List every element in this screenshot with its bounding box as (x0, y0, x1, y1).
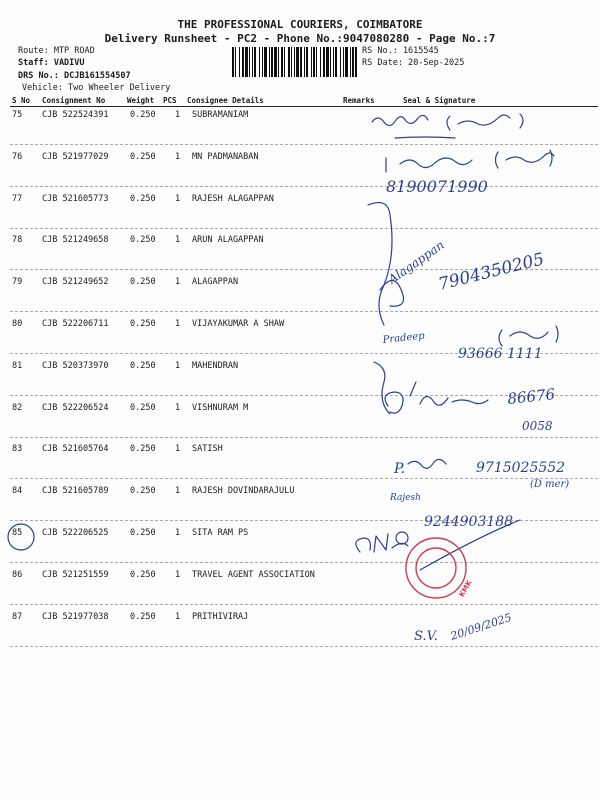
serial-number: 83 (12, 444, 23, 455)
bracket-stroke-77-79 (368, 203, 392, 325)
weight-value: 0.250 (130, 110, 156, 120)
rs-date: RS Date: 20-Sep-2025 (362, 58, 465, 68)
vehicle-label: Vehicle: Two Wheeler Delivery (22, 83, 171, 93)
consignee-name: RAJESH ALAGAPPAN (192, 193, 274, 204)
pieces-count: 1 (175, 235, 181, 246)
pieces-count: 1 (175, 360, 181, 371)
consignment-number: CJB 521251559 (42, 569, 109, 580)
consignee-name: PRITHIVIRAJ (192, 611, 249, 622)
handwritten-phone-79: 7904350205 (436, 249, 547, 295)
serial-number: 76 (12, 151, 23, 162)
consignee-name: VISHNURAM M (192, 402, 249, 413)
drs-number: DRS No.: DCJB161554507 (18, 71, 131, 81)
handwritten-name-80: Pradeep (382, 330, 426, 346)
consignment-number: CJB 522206525 (42, 528, 109, 538)
consignee-name: VIJAYAKUMAR A SHAW (192, 319, 285, 329)
handwritten-phone-82: 86676 (506, 385, 556, 408)
handwritten-phone-80: 93666 1111 (458, 346, 543, 362)
handwritten-phone-82b: 0058 (522, 419, 553, 433)
weight-value: 0.250 (130, 193, 156, 204)
serial-number: 78 (12, 235, 23, 246)
serial-number: 79 (12, 277, 23, 288)
staff-label: Staff: VADIVU (18, 58, 85, 68)
column-header-weight: Weight (127, 96, 155, 105)
serial-number: 75 (12, 110, 23, 120)
route-label: Route: MTP ROAD (18, 46, 95, 56)
column-header-seal: Seal & Signature (403, 96, 476, 105)
consignment-number: CJB 521977029 (42, 151, 109, 162)
pieces-count: 1 (175, 402, 181, 413)
serial-number: 84 (12, 486, 23, 497)
pieces-count: 1 (175, 193, 181, 204)
pieces-count: 1 (175, 486, 181, 497)
column-header-pcs: PCS (163, 96, 177, 105)
consignment-number: CJB 521605789 (42, 486, 109, 497)
weight-value: 0.250 (130, 444, 156, 455)
consignment-number: CJB 521249658 (42, 235, 109, 246)
handwritten-name-84: Rajesh (390, 493, 421, 503)
pieces-count: 1 (175, 151, 181, 162)
pieces-count: 1 (175, 528, 181, 538)
weight-value: 0.250 (130, 486, 156, 497)
consignee-name: MAHENDRAN (192, 360, 239, 371)
handwritten-name-79: Alagappan (385, 237, 447, 287)
consignment-number: CJB 520373970 (42, 360, 109, 371)
pieces-count: 1 (175, 569, 181, 580)
pieces-count: 1 (175, 611, 181, 622)
weight-value: 0.250 (130, 151, 156, 162)
handwritten-phone-85: 9244903188 (424, 514, 514, 530)
runsheet-subtitle: Delivery Runsheet - PC2 - Phone No.:9047080280 - Page No.:7 (104, 32, 496, 45)
consignment-number: CJB 522206711 (42, 319, 109, 329)
company-stamp (406, 538, 474, 598)
circled-serial-85 (8, 524, 34, 550)
column-header-consignee: Consignee Details (187, 96, 264, 105)
serial-number: 82 (12, 402, 23, 413)
consignee-name: MN PADMANABAN (192, 151, 259, 162)
weight-value: 0.250 (130, 319, 156, 329)
serial-number: 86 (12, 569, 23, 580)
signature-scribble-75 (372, 114, 523, 130)
consignment-number: CJB 521605764 (42, 444, 109, 455)
pieces-count: 1 (175, 319, 181, 329)
weight-value: 0.250 (130, 277, 156, 288)
handwritten-date-87: 20/09/2025 (448, 610, 514, 643)
consignee-name: SITA RAM PS (192, 528, 249, 538)
weight-value: 0.250 (130, 360, 156, 371)
rs-number: RS No.: 1615545 (362, 46, 439, 56)
consignee-name: SUBRAMANIAM (192, 110, 249, 120)
pieces-count: 1 (175, 277, 181, 288)
column-header-sno: S No (12, 96, 31, 105)
serial-number: 81 (12, 360, 23, 371)
serial-number: 85 (12, 528, 23, 538)
serial-number: 87 (12, 611, 23, 622)
signature-scribble-76 (386, 150, 554, 172)
handwritten-signature-87: S.V. (414, 629, 438, 644)
consignment-number: CJB 522524391 (42, 110, 109, 120)
consignee-name: ARUN ALAGAPPAN (192, 235, 264, 246)
serial-number: 77 (12, 193, 23, 204)
handwritten-phone-76: 8190071990 (386, 177, 488, 196)
handwritten-note-83: (D mer) (530, 479, 570, 490)
serial-number: 80 (12, 319, 23, 329)
weight-value: 0.250 (130, 402, 156, 413)
pieces-count: 1 (175, 110, 181, 120)
column-header-remarks: Remarks (343, 96, 375, 105)
weight-value: 0.250 (130, 611, 156, 622)
signature-scribble-82 (374, 362, 488, 414)
handwritten-name-83: P. (394, 461, 406, 477)
handwritten-phone-83: 9715025552 (476, 460, 566, 476)
weight-value: 0.250 (130, 235, 156, 246)
consignment-number: CJB 522206524 (42, 402, 109, 413)
consignment-number: CJB 521249652 (42, 277, 109, 288)
company-title: THE PROFESSIONAL COURIERS, COIMBATORE (177, 18, 423, 31)
weight-value: 0.250 (130, 569, 156, 580)
weight-value: 0.250 (130, 528, 156, 538)
consignment-number: CJB 521977038 (42, 611, 109, 622)
consignment-number: CJB 521605773 (42, 193, 109, 204)
consignee-name: SATISH (192, 444, 223, 455)
consignee-name: TRAVEL AGENT ASSOCIATION (192, 569, 315, 580)
consignee-name: RAJESH DOVINDARAJULU (192, 486, 295, 497)
pieces-count: 1 (175, 444, 181, 455)
column-header-consignment: Consignment No (42, 96, 106, 105)
stamp-text: KMK (457, 578, 474, 599)
consignee-name: ALAGAPPAN (192, 277, 239, 288)
